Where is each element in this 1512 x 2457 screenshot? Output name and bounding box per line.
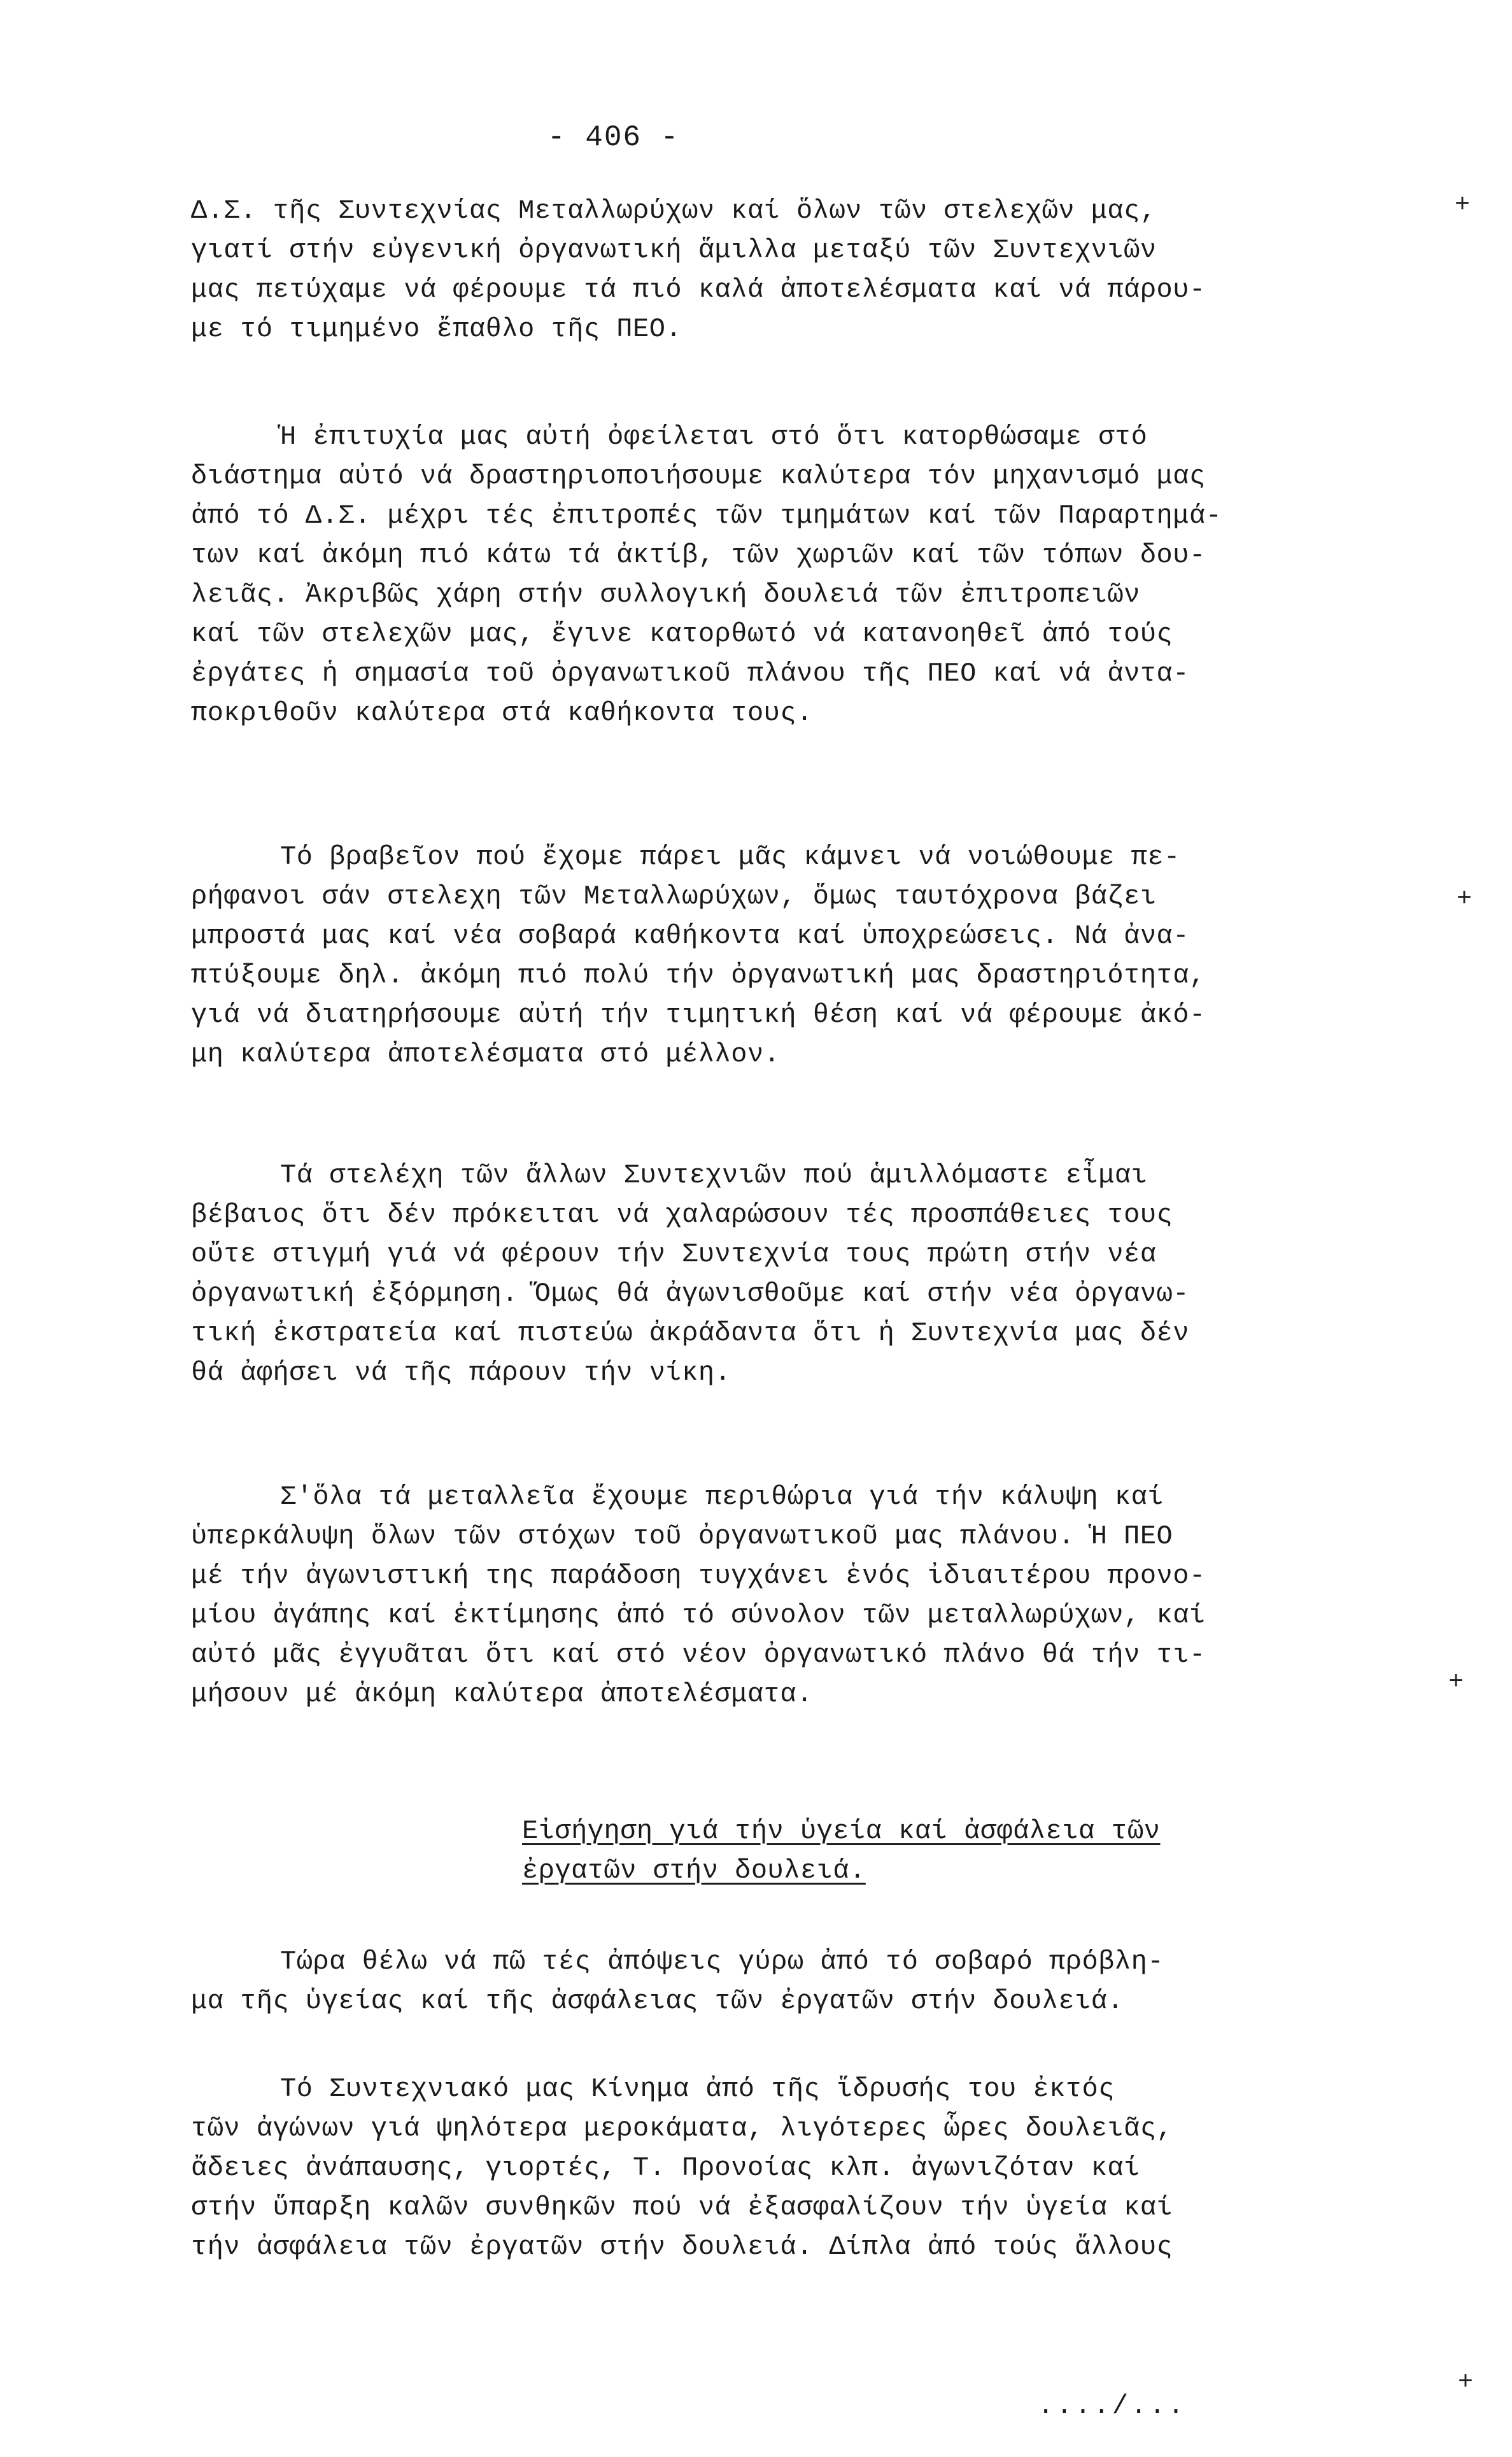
text-line: μη καλύτερα ἀποτελέσματα στό μέλλον. [191,1039,781,1070]
paragraph-5 [191,1477,1286,1714]
text-line: ἀπό τό Δ.Σ. μέχρι τές ἐπιτροπές τῶν τμημάτων καί τῶν Παραρτημά- [191,500,1222,531]
text-line: Δ.Σ. τῆς Συντεχνίας Μεταλλωρύχων καί ὅλων τῶν στελεχῶν μας, [191,195,1157,226]
text-line: τήν ἀσφάλεια τῶν ἐργατῶν στήν δουλειά. Δίπλα ἀπό τούς ἄλλους [191,2232,1173,2262]
paragraph-3 [191,837,1286,1074]
text-line: οὔτε στιγμή γιά νά φέρουν τήν Συντεχνία τους πρώτη στήν νέα [191,1239,1157,1270]
text-line: Τώρα θέλω νά πῶ τές ἀπόψεις γύρω ἀπό τό σοβαρό πρόβλη- [280,1946,1164,1977]
heading-line: Εἰσήγηση γιά τήν ὑγεία καί ἀσφάλεια τῶν [522,1816,1161,1846]
text-line: μπροστά μας καί νέα σοβαρά καθήκοντα καί ὑποχρεώσεις. Νά ἀνα- [191,921,1189,951]
text-line: Ἡ ἐπιτυχία μας αὐτή ὀφείλεται στό ὅτι κατορθώσαμε στό [280,421,1148,452]
paragraph-4 [191,1156,1286,1392]
heading-line: ἐργατῶν στήν δουλειά. [522,1855,866,1886]
text-line: ὑπερκάλυψη ὅλων τῶν στόχων τοῦ ὀργανωτικοῦ μας πλάνου. Ἡ ΠΕΟ [191,1521,1173,1552]
text-line: Τά στελέχη τῶν ἄλλων Συντεχνιῶν πού ἁμιλλόμαστε εἶμαι [280,1160,1148,1191]
text-line: με τό τιμημένο ἔπαθλο τῆς ΠΕΟ. [191,314,682,344]
paragraph-2 [191,417,1286,733]
paragraph-7 [191,2069,1286,2267]
page-number: - 406 - [548,121,680,154]
text-line: Τό βραβεῖον πού ἔχομε πάρει μᾶς κάμνει νά νοιώθουμε πε- [280,842,1180,872]
text-line: γιά νά διατηρήσουμε αὐτή τήν τιμητική θέση καί νά φέρουμε ἀκό- [191,1000,1206,1030]
text-line: βέβαιος ὅτι δέν πρόκειται νά χαλαρώσουν τές προσπάθειες τους [191,1200,1173,1230]
text-line: αὐτό μᾶς ἐγγυᾶται ὅτι καί στό νέον ὀργανωτικό πλάνο θά τήν τι- [191,1639,1206,1670]
text-line: γιατί στήν εὐγενική ὀργανωτική ἅμιλλα μεταξύ τῶν Συντεχνιῶν [191,235,1157,266]
text-line: μίου ἀγάπης καί ἐκτίμησης ἀπό τό σύνολον τῶν μεταλλωρύχων, καί [191,1600,1206,1631]
paragraph-6 [191,1942,1286,2021]
text-line: τική ἐκστρατεία καί πιστεύω ἀκράδαντα ὅτι ἡ Συντεχνία μας δέν [191,1318,1189,1349]
text-line: μας πετύχαμε νά φέρουμε τά πιό καλά ἀποτελέσματα καί νά πάρου- [191,274,1206,305]
text-line: διάστημα αὐτό νά δραστηριοποιήσουμε καλύτερα τόν μηχανισμό μας [191,461,1206,492]
text-line: καί τῶν στελεχῶν μας, ἔγινε κατορθωτό νά κατανοηθεῖ ἀπό τούς [191,619,1173,649]
margin-mark: + [1455,191,1471,220]
text-line: στήν ὕπαρξη καλῶν συνθηκῶν πού νά ἐξασφαλίζουν τήν ὑγεία καί [191,2192,1173,2223]
text-line: ἄδειες ἀνάπαυσης, γιορτές, Τ. Προνοίας κλπ. ἀγωνιζόταν καί [191,2153,1140,2183]
continuation-marker: ..../... [1038,2391,1187,2421]
margin-mark: + [1458,2368,1474,2397]
margin-mark: + [1448,1668,1464,1697]
text-line: ρήφανοι σάν στελεχη τῶν Μεταλλωρύχων, ὅμως ταυτόχρονα βάζει [191,881,1157,912]
text-line: μέ τήν ἀγωνιστική της παράδοση τυγχάνει ἑνός ἰδιαιτέρου προνο- [191,1561,1206,1591]
text-line: ὀργανωτική ἐξόρμηση. Ὅμως θά ἀγωνισθοῦμε καί στήν νέα ὀργανω- [191,1278,1189,1309]
margin-mark: + [1457,885,1473,914]
text-line: τῶν ἀγώνων γιά ψηλότερα μεροκάματα, λιγότερες ὧρες δουλειᾶς, [191,2113,1173,2144]
text-line: λειᾶς. Ἀκριβῶς χάρη στήν συλλογική δουλειά τῶν ἐπιτροπειῶν [191,579,1140,610]
text-line: Σ'ὅλα τά μεταλλεῖα ἔχουμε περιθώρια γιά τήν κάλυψη καί [280,1482,1164,1512]
text-line: μα τῆς ὑγείας καί τῆς ἀσφάλειας τῶν ἐργατῶν στήν δουλειά. [191,1986,1124,2016]
paragraph-1 [191,191,1286,349]
text-line: ποκριθοῦν καλύτερα στά καθήκοντα τους. [191,698,813,728]
text-line: των καί ἀκόμη πιό κάτω τά ἀκτίβ, τῶν χωριῶν καί τῶν τόπων δου- [191,540,1206,570]
text-line: Τό Συντεχνιακό μας Κίνημα ἀπό τῆς ἵδρυσής του ἐκτός [280,2074,1115,2104]
text-line: θά ἀφήσει νά τῆς πάρουν τήν νίκη. [191,1357,731,1388]
text-line: πτύξουμε δηλ. ἀκόμη πιό πολύ τήν ὀργανωτική μας δραστηριότητα, [191,960,1206,991]
text-line: ἐργάτες ἡ σημασία τοῦ ὀργανωτικοῦ πλάνου τῆς ΠΕΟ καί νά ἀντα- [191,658,1189,689]
text-line: μήσουν μέ ἀκόμη καλύτερα ἀποτελέσματα. [191,1679,813,1710]
section-heading [522,1811,1160,1890]
